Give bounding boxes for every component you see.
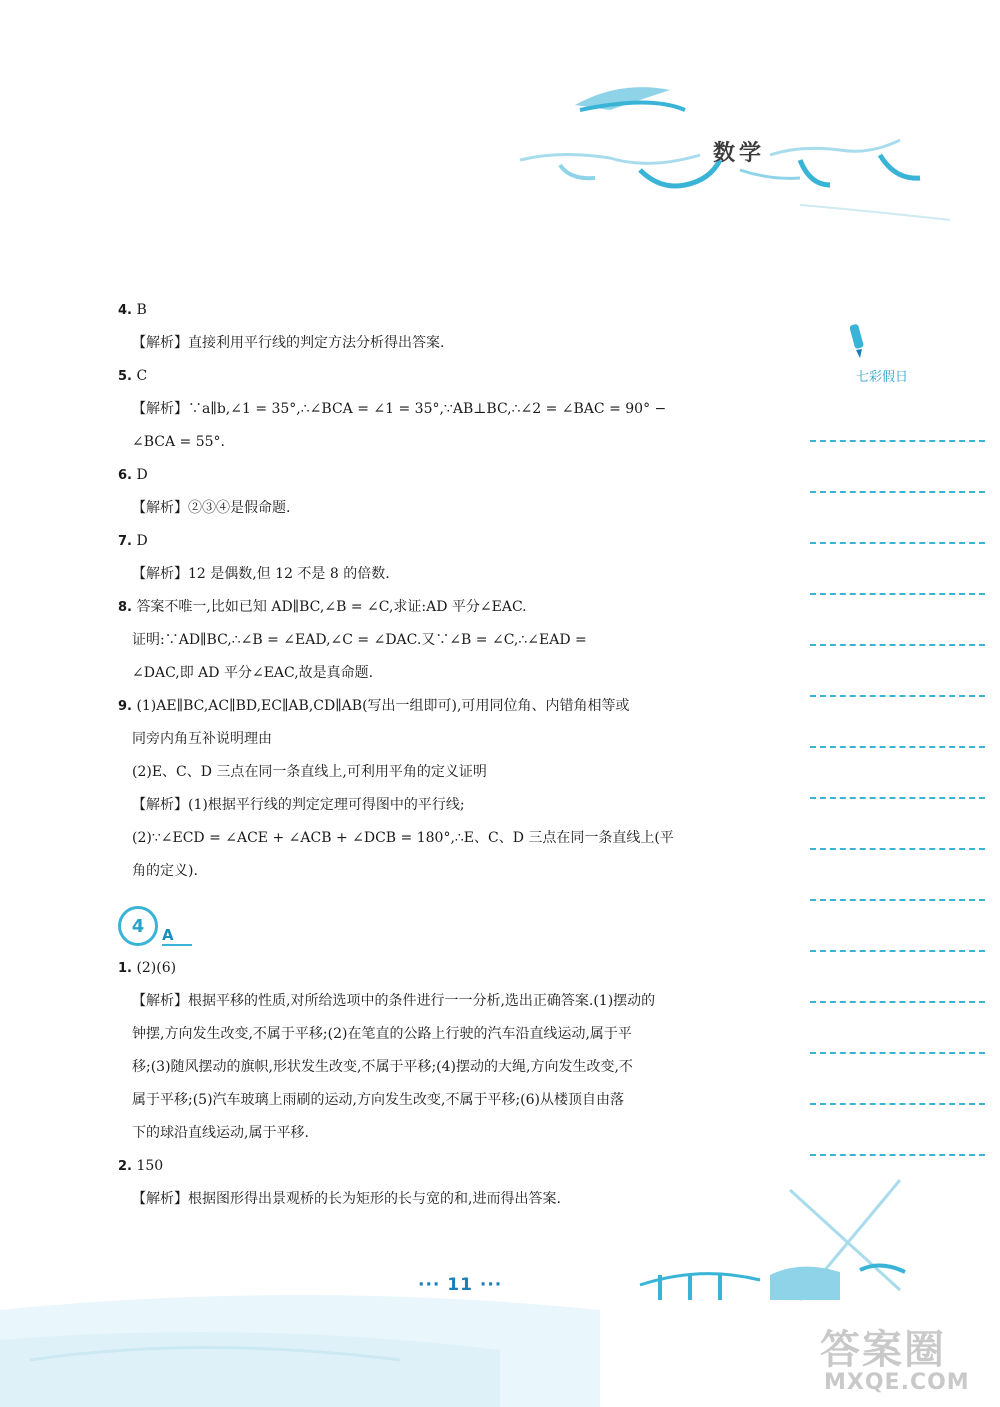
explanation-line: ∠DAC,即 AD 平分∠EAC,故是真命题. [132, 665, 374, 681]
note-line [810, 746, 985, 748]
answer-item [118, 952, 748, 985]
answer-number: 7. [118, 534, 132, 549]
pen-icon [846, 322, 870, 360]
answer-number: 6. [118, 468, 132, 483]
explanation-line: 证明:∵AD∥BC,∴∠B = ∠EAD,∠C = ∠DAC.又∵∠B = ∠C,∴∠EAD = [132, 632, 587, 648]
explanation-line: 【解析】根据图形得出景观桥的长为矩形的长与宽的和,进而得出答案. [132, 1191, 561, 1207]
answer-text: 答案不唯一,比如已知 AD∥BC,∠B = ∠C,求证:AD 平分∠EAC. [136, 599, 527, 615]
answer-text: B [136, 302, 147, 318]
answer-number: 4. [118, 303, 132, 318]
sidebar-label: 七彩假日 [856, 370, 909, 385]
note-line [810, 1001, 985, 1003]
answer-number: 1. [118, 961, 132, 976]
answer-item [118, 525, 748, 558]
explanation-line: 角的定义). [132, 863, 198, 879]
page-number: ··· 11 ··· [418, 1275, 503, 1295]
note-line [810, 1154, 985, 1156]
subject-title: 数学 [713, 141, 766, 166]
answer-item [118, 690, 748, 723]
explanation-line: 【解析】(1)根据平行线的判定定理可得图中的平行线; [132, 797, 465, 813]
explanation-line: 【解析】直接利用平行线的判定方法分析得出答案. [132, 335, 445, 351]
answer-number: 5. [118, 369, 132, 384]
note-line [810, 593, 985, 595]
answer-item [118, 294, 748, 327]
answer-text: (1)AE∥BC,AC∥BD,EC∥AB,CD∥AB(写出一组即可),可用同位角、内错角相等或 [136, 698, 630, 714]
watermark-domain: MXQE.COM [824, 1370, 970, 1395]
answer-text: C [136, 368, 148, 384]
explanation-line: 移;(3)随风摆动的旗帜,形状发生改变,不属于平移;(4)摆动的大绳,方向发生改变,不 [132, 1059, 633, 1075]
explanation-line: 同旁内角互补说明理由 [132, 731, 272, 747]
answer-text: D [136, 467, 148, 483]
note-line [810, 1052, 985, 1054]
section-number-badge: 4 [118, 906, 158, 946]
explanation-line: 【解析】根据平移的性质,对所给选项中的条件进行一一分析,选出正确答案.(1)摆动的 [132, 993, 656, 1009]
answer-item [118, 591, 748, 624]
answer-number: 2. [118, 1159, 132, 1174]
answer-item [118, 459, 748, 492]
note-line [810, 644, 985, 646]
note-line [810, 950, 985, 952]
answer-number: 8. [118, 600, 132, 615]
note-line [810, 542, 985, 544]
explanation-line: 下的球沿直线运动,属于平移. [132, 1125, 309, 1141]
note-line [810, 899, 985, 901]
answer-number: 9. [118, 699, 132, 714]
note-line [810, 695, 985, 697]
note-line [810, 1103, 985, 1105]
explanation-line: 钟摆,方向发生改变,不属于平移;(2)在笔直的公路上行驶的汽车沿直线运动,属于平 [132, 1026, 632, 1042]
answer-item [118, 360, 748, 393]
section-badge [118, 896, 748, 946]
note-line [810, 491, 985, 493]
explanation-line: 【解析】∵a∥b,∠1 = 35°,∴∠BCA = ∠1 = 35°,∵AB⊥BC,∴∠2 = ∠BAC = 90° − [132, 401, 667, 417]
section-letter: A [162, 926, 192, 946]
answer-content [118, 294, 748, 1216]
explanation-line: (2)E、C、D 三点在同一条直线上,可利用平角的定义证明 [132, 764, 487, 780]
answer-text: 150 [136, 1158, 164, 1174]
explanation-line: 属于平移;(5)汽车玻璃上雨刷的运动,方向发生改变,不属于平移;(6)从楼顶自由落 [132, 1092, 624, 1108]
answer-text: (2)(6) [136, 960, 177, 976]
answer-list [118, 294, 748, 888]
watermark [820, 1318, 990, 1398]
note-line [810, 797, 985, 799]
explanation-line: 【解析】12 是偶数,但 12 不是 8 的倍数. [132, 566, 390, 582]
explanation-line: (2)∵∠ECD = ∠ACE + ∠ACB + ∠DCB = 180°,∴E、C、D 三点在同一条直线上(平 [132, 830, 674, 846]
answer-text: D [136, 533, 148, 549]
note-lines [810, 440, 985, 1205]
explanation-line: 【解析】②③④是假命题. [132, 500, 291, 516]
explanation-line: ∠BCA = 55°. [132, 434, 225, 450]
note-line [810, 440, 985, 442]
watermark-text: 答案圈 [820, 1327, 946, 1373]
note-line [810, 848, 985, 850]
